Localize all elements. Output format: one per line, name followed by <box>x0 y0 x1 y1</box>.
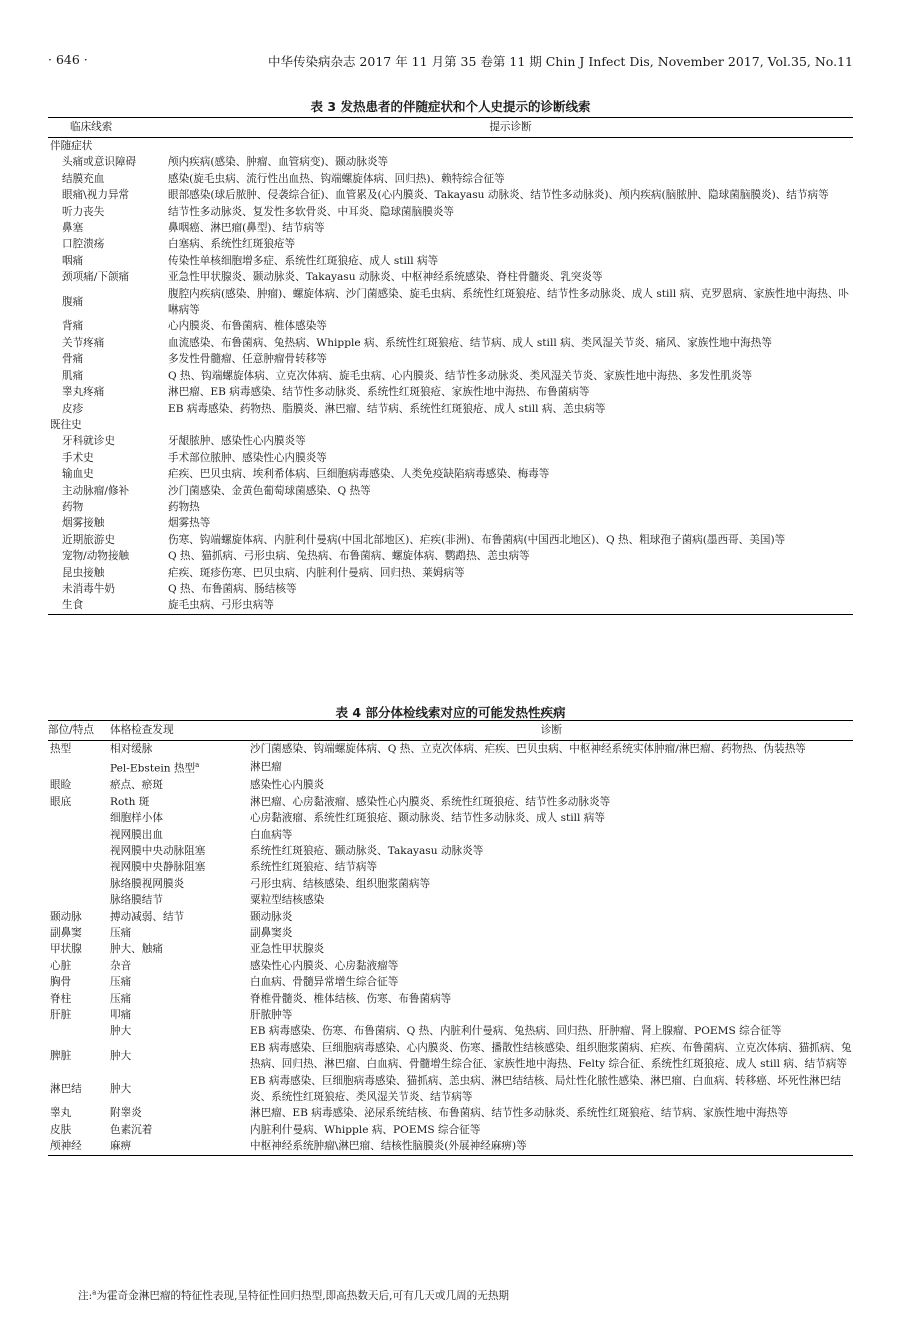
table3-clue-cell: 眼痛\视力异常 <box>62 189 130 202</box>
table4-diagnosis-cell: 感染性心内膜炎、心房黏液瘤等 <box>250 959 399 972</box>
table4-finding-cell <box>110 876 250 892</box>
table4-row <box>48 925 853 941</box>
table3-clue-cell: 颈项痛/下颌痛 <box>62 271 130 284</box>
table4-finding-text: Roth 斑 <box>110 795 150 808</box>
table3-clue-cell: 昆虫接触 <box>62 566 105 579</box>
table4-diagnosis-cell: 肝脓肿等 <box>250 1009 293 1022</box>
footnote-prefix: 注: <box>78 1290 93 1302</box>
table4 <box>48 720 853 1156</box>
table3-clue-cell: 近期旅游史 <box>62 533 115 546</box>
table3-row <box>48 220 853 236</box>
table4-diagnosis-cell: 淋巴瘤、EB 病毒感染、泌尿系统结核、布鲁菌病、结节性多动脉炎、系统性红斑狼疮、结节病、家族性地中海热等 <box>250 1107 788 1120</box>
table4-finding-cell <box>110 1073 250 1106</box>
table4-site-cell <box>48 892 110 908</box>
table4-site-cell: 肝脏 <box>50 1009 72 1022</box>
table4-header-row <box>48 721 853 741</box>
table4-finding-text: 压痛 <box>110 992 132 1005</box>
table3-clue-cell: 背痛 <box>62 320 84 333</box>
table3-header-diagnosis: 提示诊断 <box>168 118 853 138</box>
table3-row <box>48 401 853 417</box>
table3-clue-cell: 咽痛 <box>62 254 84 267</box>
table4-row <box>48 777 853 793</box>
table3-clue-cell: 主动脉瘤/修补 <box>62 484 130 497</box>
table4-site-cell <box>48 859 110 875</box>
table3-row <box>48 351 853 367</box>
table4-diagnosis-cell: 淋巴瘤、心房黏液瘤、感染性心内膜炎、系统性红斑狼疮、结节性多动脉炎等 <box>250 795 611 808</box>
journal-citation: 中华传染病杂志 2017 年 11 月第 35 卷第 11 期 Chin J Infect Dis, November 2017, Vol.35, No.11 <box>267 54 853 69</box>
table4-site-cell: 睾丸 <box>50 1107 72 1120</box>
table3-diagnosis-cell: 心内膜炎、布鲁菌病、椎体感染等 <box>168 320 327 333</box>
table3-row <box>48 466 853 482</box>
table4-finding-cell <box>110 757 250 777</box>
table3-clue-cell: 骨痛 <box>62 353 84 366</box>
table4-finding-cell <box>110 859 250 875</box>
table3-clue-cell: 生食 <box>62 599 84 612</box>
table3-clue-cell: 手术史 <box>62 451 94 464</box>
table4-diagnosis-cell: EB 病毒感染、伤寒、布鲁菌病、Q 热、内脏利什曼病、兔热病、回归热、肝肿瘤、肾上腺瘤、POEMS 综合征等 <box>250 1025 782 1038</box>
table4-diagnosis-cell: 亚急性甲状腺炎 <box>250 943 325 956</box>
table4-finding-text: 搏动减弱、结节 <box>110 910 185 923</box>
table3-group-row <box>48 138 853 155</box>
table4-finding-cell <box>110 974 250 990</box>
table4-finding-text: 麻痹 <box>110 1140 132 1153</box>
table4-site-cell <box>48 1023 110 1039</box>
page-number: · 646 · <box>48 52 88 67</box>
table3-group-label: 伴随症状 <box>50 140 93 152</box>
table3-clue-cell: 未消毒牛奶 <box>62 582 115 595</box>
table4-row <box>48 1040 853 1073</box>
table3-diagnosis-cell: 多发性骨髓瘤、任意肿瘤骨转移等 <box>168 353 327 366</box>
table4-finding-cell <box>110 777 250 793</box>
table4-finding-cell <box>110 1007 250 1023</box>
table3-clue-cell: 烟雾接触 <box>62 517 105 530</box>
table3-row <box>48 335 853 351</box>
table3-row <box>48 532 853 548</box>
table3-clue-cell: 牙科就诊史 <box>62 435 115 448</box>
table4-row <box>48 1105 853 1121</box>
table4-finding-cell <box>110 941 250 957</box>
table3-diagnosis-cell: 鼻咽癌、淋巴瘤(鼻型)、结节病等 <box>168 222 325 235</box>
table3-diagnosis-cell: 疟疾、斑疹伤寒、巴贝虫病、内脏利什曼病、回归热、莱姆病等 <box>168 566 465 579</box>
table3-clue-cell: 药物 <box>62 500 84 513</box>
table3-diagnosis-cell: 颅内疾病(感染、肿瘤、血管病变)、颞动脉炎等 <box>168 156 389 169</box>
table4-body <box>48 741 853 1156</box>
table4-row <box>48 876 853 892</box>
table3-row <box>48 187 853 203</box>
table3-row <box>48 318 853 334</box>
table4-site-cell: 胸骨 <box>50 976 72 989</box>
table3-row <box>48 171 853 187</box>
table4-diagnosis-cell: 副鼻窦炎 <box>250 927 293 939</box>
table4-finding-cell <box>110 1122 250 1138</box>
table3-diagnosis-cell: 血流感染、布鲁菌病、兔热病、Whipple 病、系统性红斑狼疮、结节病、成人 still 病、类风湿关节炎、痛风、家族性地中海热等 <box>168 336 772 349</box>
table3-clue-cell: 输血史 <box>62 468 94 481</box>
table4-diagnosis-cell: EB 病毒感染、巨细胞病毒感染、心内膜炎、伤寒、播散性结核感染、组织胞浆菌病、疟疾、布鲁菌病、立克次体病、猫抓病、兔热病、回归热、淋巴瘤、白血病、骨髓增生综合征、家族性地中海热、Felty 综合征、系统性红斑狼疮、成人 still 病、结节病等 <box>250 1041 852 1071</box>
table4-row <box>48 794 853 810</box>
table4-site-cell: 颞动脉 <box>50 910 82 923</box>
table3-row <box>48 253 853 269</box>
table4-finding-text: 肿大 <box>110 1082 132 1095</box>
table4-row <box>48 843 853 859</box>
table4-header-finding: 体格检查发现 <box>110 721 250 741</box>
table4-site-cell: 脊柱 <box>50 992 72 1005</box>
table3-diagnosis-cell: 淋巴瘤、EB 病毒感染、结节性多动脉炎、系统性红斑狼疮、家族性地中海热、布鲁菌病等 <box>168 386 590 399</box>
table4-row <box>48 958 853 974</box>
table4-diagnosis-cell: 系统性红斑狼疮、结节病等 <box>250 861 378 874</box>
table4-finding-text: 视网膜出血 <box>110 828 163 841</box>
table3-row <box>48 204 853 220</box>
table3-clue-cell: 腹痛 <box>62 295 84 308</box>
table4-row <box>48 1138 853 1155</box>
footnote-text: 为霍奇金淋巴瘤的特征性表现,呈特征性回归热型,即高热数天后,可有几天或几周的无热期 <box>96 1290 510 1302</box>
table4-row <box>48 859 853 875</box>
table3-diagnosis-cell: Q 热、猫抓病、弓形虫病、兔热病、布鲁菌病、螺旋体病、鹦鹉热、恙虫病等 <box>168 550 530 563</box>
table4-finding-text: 压痛 <box>110 927 132 939</box>
table4-diagnosis-cell: 脊椎骨髓炎、椎体结核、伤寒、布鲁菌病等 <box>250 992 452 1005</box>
table4-row <box>48 1007 853 1023</box>
table4-finding-cell <box>110 958 250 974</box>
table3-clue-cell: 鼻塞 <box>62 222 84 235</box>
table3-clue-cell: 宠物/动物接触 <box>62 550 130 563</box>
table4-finding-cell <box>110 827 250 843</box>
table3-body <box>48 138 853 615</box>
table4-finding-cell <box>110 892 250 908</box>
table4-finding-text: 脉络膜结节 <box>110 894 163 907</box>
table4-finding-text: 视网膜中央动脉阻塞 <box>110 844 206 857</box>
table4-site-cell: 热型 <box>50 743 72 755</box>
table4-diagnosis-cell: 沙门菌感染、钩端螺旋体病、Q 热、立克次体病、疟疾、巴贝虫病、中枢神经系统实体肿瘤/淋巴瘤、药物热、伪装热等 <box>250 743 806 755</box>
table4-finding-cell <box>110 794 250 810</box>
table3-row <box>48 565 853 581</box>
table4-diagnosis-cell: 白血病等 <box>250 828 293 841</box>
table4-diagnosis-cell: 中枢神经系统肿瘤\淋巴瘤、结核性脑膜炎(外展神经麻痹)等 <box>250 1140 527 1153</box>
table4-site-cell <box>48 876 110 892</box>
table4-site-cell: 皮肤 <box>50 1123 72 1136</box>
table4-finding-text: 相对缓脉 <box>110 743 153 755</box>
table4-finding-cell <box>110 1105 250 1121</box>
table3-row <box>48 515 853 531</box>
table3-row <box>48 286 853 319</box>
page-header <box>48 50 853 70</box>
footnote-marker: a <box>195 761 200 770</box>
table4-finding-text: 脉络膜视网膜炎 <box>110 877 185 890</box>
table4-site-cell: 脾脏 <box>50 1050 72 1063</box>
table3-row <box>48 154 853 170</box>
table4-finding-cell <box>110 843 250 859</box>
table4-diagnosis-cell: 弓形虫病、结核感染、组织胞浆菌病等 <box>250 877 431 890</box>
footnote-marker: a <box>92 1288 97 1297</box>
table4-finding-text: 瘀点、瘀斑 <box>110 779 163 792</box>
table4-diagnosis-cell: 系统性红斑狼疮、颞动脉炎、Takayasu 动脉炎等 <box>250 844 484 857</box>
table4-finding-text: Pel-Ebstein 热型 <box>110 762 196 775</box>
table4-finding-text: 肿大 <box>110 1025 132 1038</box>
table4-row <box>48 757 853 777</box>
table3-group-row <box>48 417 853 433</box>
table3-caption: 表 3 发热患者的伴随症状和个人史提示的诊断线索 <box>310 99 591 114</box>
table3-row <box>48 236 853 252</box>
table4-row <box>48 1122 853 1138</box>
table3-row <box>48 433 853 449</box>
table3-row <box>48 548 853 564</box>
table3-diagnosis-cell: 亚急性甲状腺炎、颞动脉炎、Takayasu 动脉炎、中枢神经系统感染、脊柱骨髓炎、乳突炎等 <box>168 271 603 284</box>
table3-row <box>48 483 853 499</box>
table4-finding-text: 肿大、触痛 <box>110 943 163 956</box>
table4-diagnosis-cell: EB 病毒感染、巨细胞病毒感染、猫抓病、恙虫病、淋巴结结核、局灶性化脓性感染、淋巴瘤、白血病、转移癌、坏死性淋巴结炎、系统性红斑狼疮、类风湿关节炎、结节病等 <box>250 1074 841 1104</box>
table4-finding-cell <box>110 909 250 925</box>
table4-row <box>48 810 853 826</box>
table4-finding-text: 叩痛 <box>110 1009 132 1022</box>
table3-row <box>48 499 853 515</box>
table4-row <box>48 1023 853 1039</box>
table4-finding-cell <box>110 1040 250 1073</box>
table4-finding-cell <box>110 810 250 826</box>
table4-row <box>48 827 853 843</box>
table4-finding-text: 视网膜中央静脉阻塞 <box>110 861 206 874</box>
table3-clue-cell: 关节疼痛 <box>62 336 105 349</box>
table4-diagnosis-cell: 粟粒型结核感染 <box>250 894 325 907</box>
table4-site-cell: 心脏 <box>50 959 72 972</box>
table4-diagnosis-cell: 颞动脉炎 <box>250 910 293 923</box>
table4-site-cell: 眼睑 <box>50 779 72 792</box>
table4-row <box>48 892 853 908</box>
table3-diagnosis-cell: 伤寒、钩端螺旋体病、内脏利什曼病(中国北部地区)、疟疾(非洲)、布鲁菌病(中国西北地区)、Q 热、粗球孢子菌病(墨西哥、美国)等 <box>168 533 786 546</box>
table4-finding-text: 压痛 <box>110 976 132 989</box>
table3-row <box>48 269 853 285</box>
table3-clue-cell: 结膜充血 <box>62 172 105 185</box>
table4-site-cell: 淋巴结 <box>50 1082 82 1095</box>
table4-diagnosis-cell: 心房黏液瘤、系统性红斑狼疮、颞动脉炎、结节性多动脉炎、成人 still 病等 <box>250 812 605 825</box>
table3-group-label: 既往史 <box>50 418 82 431</box>
table3-row <box>48 450 853 466</box>
table4-finding-text: 杂音 <box>110 959 132 972</box>
table4-finding-text: 色素沉着 <box>110 1123 153 1136</box>
table4-caption: 表 4 部分体检线索对应的可能发热性疾病 <box>335 705 566 720</box>
table3-diagnosis-cell: 牙龈脓肿、感染性心内膜炎等 <box>168 435 306 448</box>
table4-row <box>48 741 853 758</box>
table3-row <box>48 384 853 400</box>
table3 <box>48 117 853 615</box>
table3-clue-cell: 皮疹 <box>62 402 84 415</box>
table4-row <box>48 909 853 925</box>
table4-row <box>48 941 853 957</box>
table4-row <box>48 991 853 1007</box>
table4-header-diagnosis: 诊断 <box>250 721 853 741</box>
table3-header-clue: 临床线索 <box>48 118 168 138</box>
table3-diagnosis-cell: 旋毛虫病、弓形虫病等 <box>168 599 274 612</box>
table3-row <box>48 597 853 614</box>
table3-diagnosis-cell: 手术部位脓肿、感染性心内膜炎等 <box>168 451 327 464</box>
table3-diagnosis-cell: 腹腔内疾病(感染、肿瘤)、螺旋体病、沙门菌感染、旋毛虫病、系统性红斑狼疮、结节性多动脉炎、成人 still 病、克罗恩病、家族性地中海热、卟啉病等 <box>168 287 850 317</box>
table3-diagnosis-cell: 烟雾热等 <box>168 517 211 530</box>
table3-clue-cell: 听力丧失 <box>62 205 105 218</box>
table4-footnote <box>78 1288 509 1303</box>
table3-diagnosis-cell: 白塞病、系统性红斑狼疮等 <box>168 238 296 251</box>
table4-finding-cell <box>110 741 250 758</box>
table4-site-cell: 颅神经 <box>50 1140 82 1153</box>
table3-clue-cell: 口腔溃疡 <box>62 238 105 251</box>
table4-site-cell <box>48 827 110 843</box>
table4-site-cell <box>48 757 110 777</box>
table3-diagnosis-cell: 眼部感染(球后脓肿、侵袭综合征)、血管累及(心内膜炎、Takayasu 动脉炎、结节性多动脉炎)、颅内疾病(脑脓肿、隐球菌脑膜炎)、结节病等 <box>168 189 829 202</box>
table3-diagnosis-cell: 药物热 <box>168 500 200 513</box>
table3-diagnosis-cell: 疟疾、巴贝虫病、埃利希体病、巨细胞病毒感染、人类免疫缺陷病毒感染、梅毒等 <box>168 468 550 481</box>
table4-finding-cell <box>110 1138 250 1155</box>
table4-finding-cell <box>110 991 250 1007</box>
table3-row <box>48 368 853 384</box>
table3-diagnosis-cell: 沙门菌感染、金黄色葡萄球菌感染、Q 热等 <box>168 484 371 497</box>
table3-clue-cell: 睾丸疼痛 <box>62 386 105 399</box>
table4-row <box>48 1073 853 1106</box>
table4-row <box>48 974 853 990</box>
table4-finding-text: 细胞样小体 <box>110 812 163 825</box>
table3-diagnosis-cell: Q 热、布鲁菌病、肠结核等 <box>168 582 297 595</box>
table3-diagnosis-cell: 感染(旋毛虫病、流行性出血热、钩端螺旋体病、回归热)、赖特综合征等 <box>168 172 505 185</box>
table4-finding-cell <box>110 1023 250 1039</box>
table4-header-site: 部位/特点 <box>48 721 110 741</box>
table4-diagnosis-cell: 感染性心内膜炎 <box>250 779 325 792</box>
table4-site-cell: 甲状腺 <box>50 943 82 956</box>
table3-clue-cell: 头痛或意识障碍 <box>62 156 137 169</box>
table4-site-cell <box>48 810 110 826</box>
table4-site-cell: 眼底 <box>50 795 72 808</box>
table4-diagnosis-cell: 内脏利什曼病、Whipple 病、POEMS 综合征等 <box>250 1123 481 1136</box>
table3-row <box>48 581 853 597</box>
table4-diagnosis-cell: 白血病、骨髓异常增生综合征等 <box>250 976 399 989</box>
table4-finding-cell <box>110 925 250 941</box>
table3-diagnosis-cell: 传染性单核细胞增多症、系统性红斑狼疮、成人 still 病等 <box>168 254 439 267</box>
table3-diagnosis-cell: 结节性多动脉炎、复发性多软骨炎、中耳炎、隐球菌脑膜炎等 <box>168 205 455 218</box>
table4-site-cell: 副鼻窦 <box>50 927 82 939</box>
table3-header-row <box>48 118 853 138</box>
table4-diagnosis-cell: 淋巴瘤 <box>250 761 282 774</box>
table4-finding-text: 附睾炎 <box>110 1107 142 1120</box>
table3-clue-cell: 肌痛 <box>62 369 84 382</box>
table4-site-cell <box>48 843 110 859</box>
table3-diagnosis-cell: EB 病毒感染、药物热、脂膜炎、淋巴瘤、结节病、系统性红斑狼疮、成人 still 病、恙虫病等 <box>168 402 606 415</box>
table4-finding-text: 肿大 <box>110 1050 132 1063</box>
table3-diagnosis-cell: Q 热、钩端螺旋体病、立克次体病、旋毛虫病、心内膜炎、结节性多动脉炎、类风湿关节炎、家族性地中海热、多发性肌炎等 <box>168 369 753 382</box>
